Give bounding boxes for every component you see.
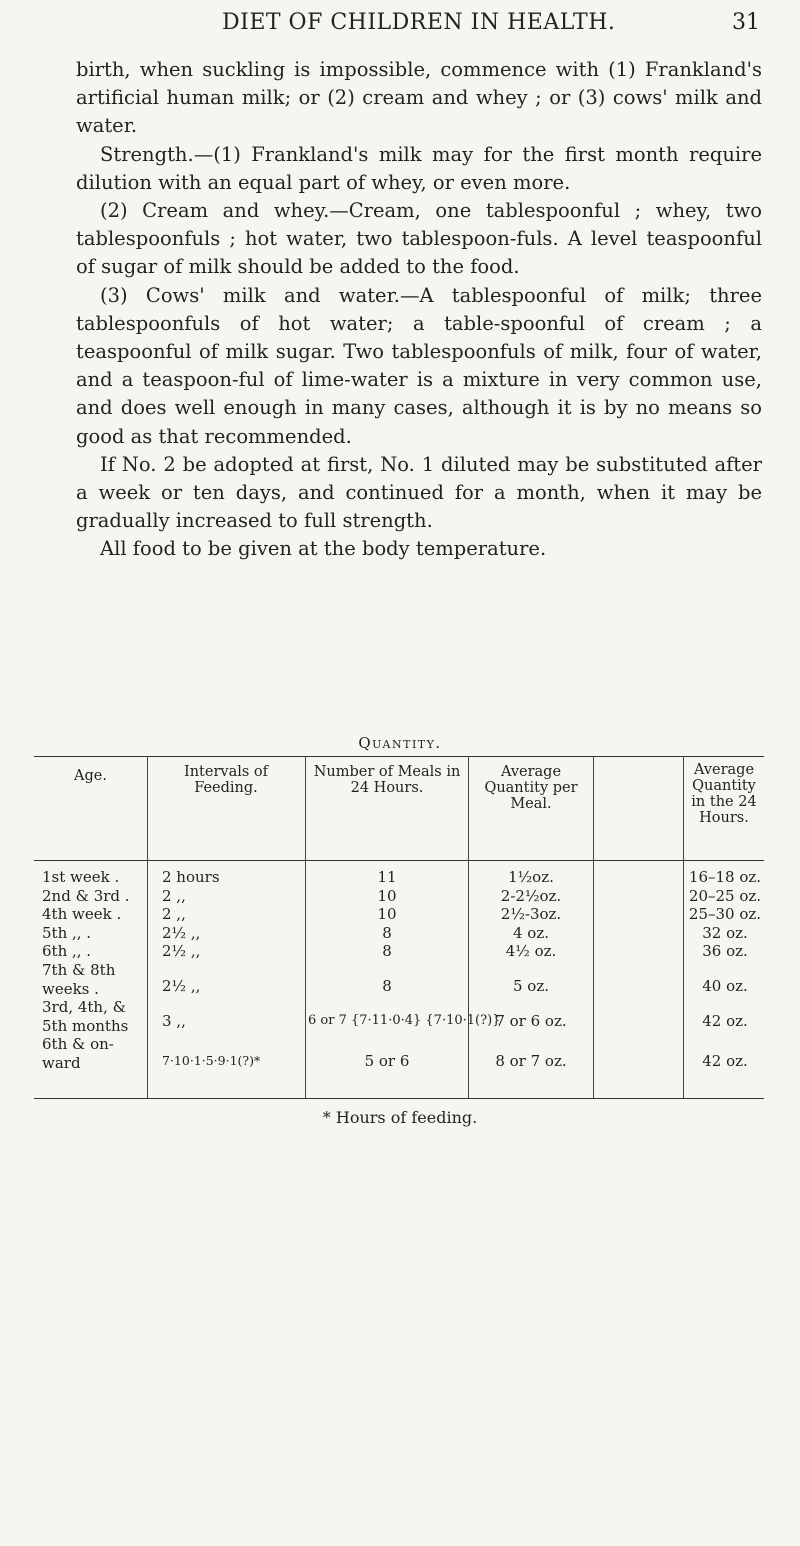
table-cell: 4½ oz.	[505, 942, 557, 961]
column-age	[42, 868, 146, 1073]
column-intervals	[162, 868, 304, 1071]
table-cell: 2nd & 3rd .	[42, 886, 130, 905]
table-cell: 7 or 6 oz.	[495, 1011, 567, 1030]
table-cell: 32 oz.	[702, 923, 748, 942]
table-cell: 20–25 oz.	[688, 886, 762, 905]
table-cell: 2 ,,	[162, 905, 186, 924]
paragraph: (3) Cows' milk and water.—A tablespoonful of milk; three tablespoonfuls of hot water; a table-spoonful of cream ; a teaspoonful of milk sugar. Two tablespoonfuls of milk, four of water, and a teaspoon-ful of lime-water is a mixture in very common use, and does well enough in many cases, although it is by no means so good as that recommended.	[76, 283, 762, 448]
paragraph: Strength.—(1) Frankland's milk may for the first month require dilution with an equal part of whey, or even more.	[76, 142, 762, 194]
body-text	[76, 56, 762, 564]
table-cell: 1½oz.	[508, 868, 554, 886]
table-cell: 6th ,, .	[42, 942, 92, 961]
column-average-24-hours	[686, 868, 764, 1071]
table-cell: 5 oz.	[512, 976, 549, 995]
table-cell: 2½ ,,	[162, 923, 201, 942]
header-age: Age.	[74, 768, 107, 784]
table-cell: 2-2½oz.	[500, 886, 562, 905]
table-cell: 8	[382, 942, 392, 961]
page-header	[60, 4, 760, 48]
table-cell: 8 or 7 oz.	[495, 1052, 567, 1071]
table-cell: 4 oz.	[512, 923, 549, 942]
page-number: 31	[732, 10, 760, 35]
header-average-24-hours: Average Quantity in the 24 Hours.	[691, 762, 757, 826]
column-meals	[308, 868, 501, 1071]
paragraph: birth, when suckling is impossible, commence with (1) Frankland's artificial human milk; or (2) cream and whey ; or (3) cows' milk and water.	[76, 58, 762, 138]
table-cell: 2 hours	[162, 868, 220, 886]
column-average-per-meal	[470, 868, 592, 1071]
table-cell: 3 ,,	[162, 1011, 186, 1030]
column-divider	[147, 756, 148, 1098]
column-divider	[683, 756, 684, 1098]
table-cell: 42 oz.	[702, 1052, 748, 1071]
table-cell: 6 or 7 {7·11·0·4} {7·10·1(?)}	[308, 1012, 501, 1028]
table-cell: 2½ ,,	[162, 942, 201, 961]
table-cell: 4th week .	[42, 905, 122, 924]
column-divider	[593, 756, 594, 1098]
table-cell: 7th & 8th weeks .	[42, 960, 116, 998]
table-cell: 2½-3oz.	[500, 905, 562, 924]
table-cell: 42 oz.	[702, 1011, 748, 1030]
table-heading: Quantity.	[358, 734, 442, 752]
paragraph: (2) Cream and whey.—Cream, one tablespoonful ; whey, two tablespoonfuls ; hot water, two tablespoon-fuls. A level teaspoonful of sugar of milk should be added to the food.	[76, 199, 762, 279]
table-cell: 11	[377, 868, 397, 886]
table-cell: 5th ,, .	[42, 923, 92, 942]
header-meals: Number of Meals in 24 Hours.	[313, 764, 461, 796]
table-cell: 16–18 oz.	[688, 868, 762, 886]
table-cell: 3rd, 4th, & 5th months	[42, 998, 129, 1035]
table-footnote: * Hours of feeding.	[322, 1108, 478, 1127]
paragraph: If No. 2 be adopted at first, No. 1 diluted may be substituted after a week or ten days, and continued for a month, when it may be gradually increased to full strength.	[76, 452, 762, 533]
table-cell: 36 oz.	[702, 942, 748, 961]
table-cell: 25–30 oz.	[688, 905, 762, 924]
running-title: DIET OF CHILDREN IN HEALTH.	[222, 10, 616, 35]
table-cell: 8	[382, 976, 392, 995]
header-intervals: Intervals of Feeding.	[183, 764, 269, 796]
header-average-per-meal: Average Quantity per Meal.	[484, 764, 578, 812]
table-cell: 1st week .	[42, 868, 120, 886]
table-cell: 5 or 6	[364, 1052, 410, 1071]
quantity-table	[34, 756, 764, 1546]
table-cell: 10	[377, 905, 397, 924]
table-cell: 40 oz.	[702, 976, 748, 995]
table-cell: 8	[382, 923, 392, 942]
table-cell: 7·10·1·5·9·1(?)*	[162, 1053, 261, 1069]
table-cell: 10	[377, 886, 397, 905]
table-cell: 2½ ,,	[162, 976, 201, 995]
table-cell: 6th & on-ward	[42, 1035, 114, 1072]
column-divider	[305, 756, 306, 1098]
paragraph: All food to be given at the body temperature.	[100, 537, 547, 561]
table-rule-top	[34, 756, 764, 757]
table-rule-header	[34, 860, 764, 861]
column-divider	[468, 756, 469, 1098]
table-cell: 2 ,,	[162, 886, 186, 905]
table-rule-bottom	[34, 1098, 764, 1099]
